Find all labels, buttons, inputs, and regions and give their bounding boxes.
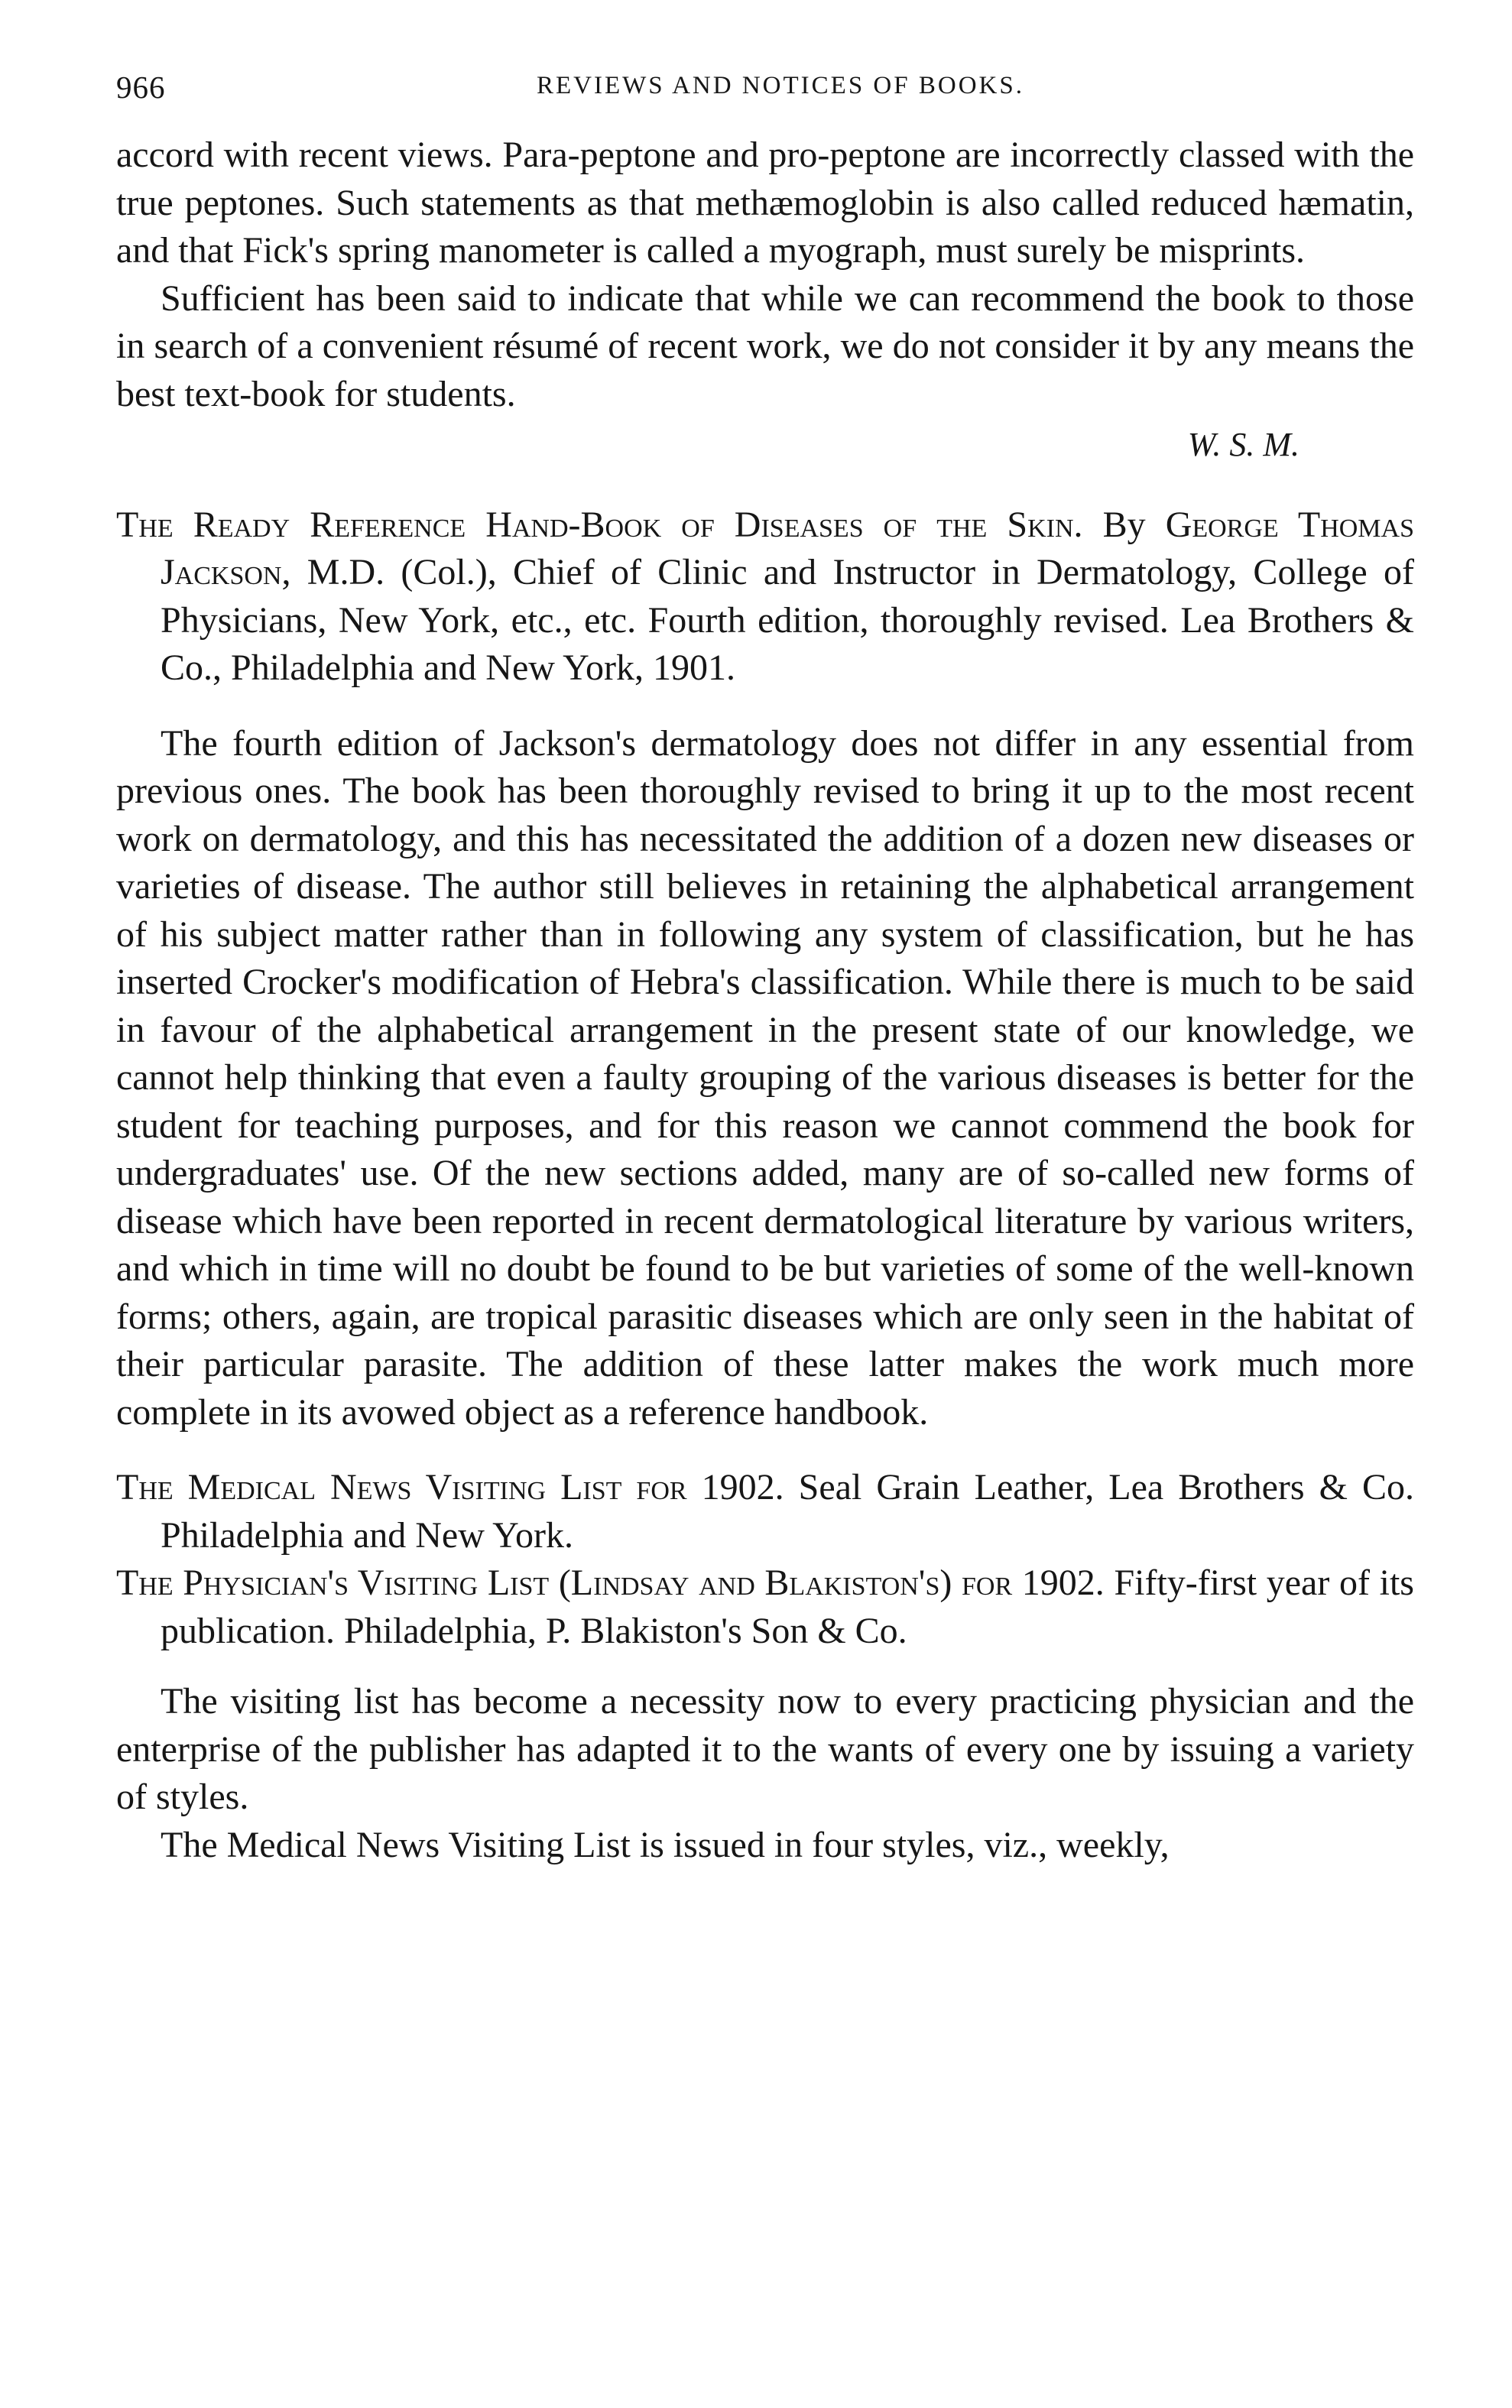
citation-by: By [1082, 504, 1166, 545]
review-paragraph: Sufficient has been said to indicate that while we can recommend the book to those in search of a convenient résumé of recent work, we do not consider it by any means the best text-book for students. [116, 277, 1414, 414]
book-title: The Medical News Visiting List for 1902. [116, 1467, 784, 1507]
citation-details: M.D. (Col.), Chief of Clinic and Instructor in Dermatology, College of Physicians, New York, etc., etc. Fourth edition, thoroughly revised. Lea Brothers & Co., Philadelphia and New York, 1901. [161, 552, 1414, 688]
book-author: George Thomas Jackson, [161, 504, 1415, 592]
citation-details: 1902. Fifty-first year of its publication. Philadelphia, P. Blakiston's Son & Co. [161, 1563, 1414, 1651]
book-citation [116, 1464, 1414, 1559]
reviewer-signature: W. S. M. [1187, 426, 1299, 463]
book-citation [116, 501, 1414, 693]
book-citation [116, 1559, 1414, 1655]
review-paragraph: The visiting list has become a necessity now to every practicing physician and the enterprise of the publisher has adapted it to the wants of every one by issuing a variety of styles. [116, 1681, 1414, 1817]
citation-details: Seal Grain Leather, Lea Brothers & Co. Philadelphia and New York. [161, 1467, 1414, 1556]
running-head [116, 69, 1414, 115]
book-title: The Physician's Visiting List (Lindsay and Blakiston's) for [116, 1563, 1013, 1603]
review-paragraph: accord with recent views. Para-peptone and pro-peptone are incorrectly classed with the true peptones. Such statements as that methæmoglobin is also called reduced hæmatin, and that Fick's spring manometer is called a myograph, must surely be misprints. [116, 135, 1414, 271]
book-title: The Ready Reference Hand-Book of Diseases of the Skin. [116, 504, 1083, 545]
review-paragraph: The fourth edition of Jackson's dermatology does not differ in any essential from previous ones. The book has been thoroughly revised to bring it up to the most recent work on dermatology, and this has necessitated the addition of a dozen new diseases or varieties of disease. The author still believes in retaining the alphabetical arrangement of his subject matter rather than in following any system of classification, but he has inserted Crocker's modification of Hebra's classification. While there is much to be said in favour of the alphabetical arrangement in the present state of our knowledge, we cannot help thinking that even a faulty grouping of the various diseases is better for the student for teaching purposes, and for this reason we cannot commend the book for undergraduates' use. Of the new sections added, many are of so-called new forms of disease which have been reported in recent dermatological literature by various writers, and which in time will no doubt be found to be but varieties of some of the well-known forms; others, again, are tropical parasitic diseases which are only seen in the habitat of their particular parasite. The addition of these latter makes the work much more complete in its avowed object as a reference handbook. [116, 722, 1414, 1433]
review-paragraph: The Medical News Visiting List is issued in four styles, viz., weekly, [161, 1824, 1170, 1865]
running-title: REVIEWS AND NOTICES OF BOOKS. [537, 72, 1024, 99]
page-number: 966 [116, 70, 166, 105]
